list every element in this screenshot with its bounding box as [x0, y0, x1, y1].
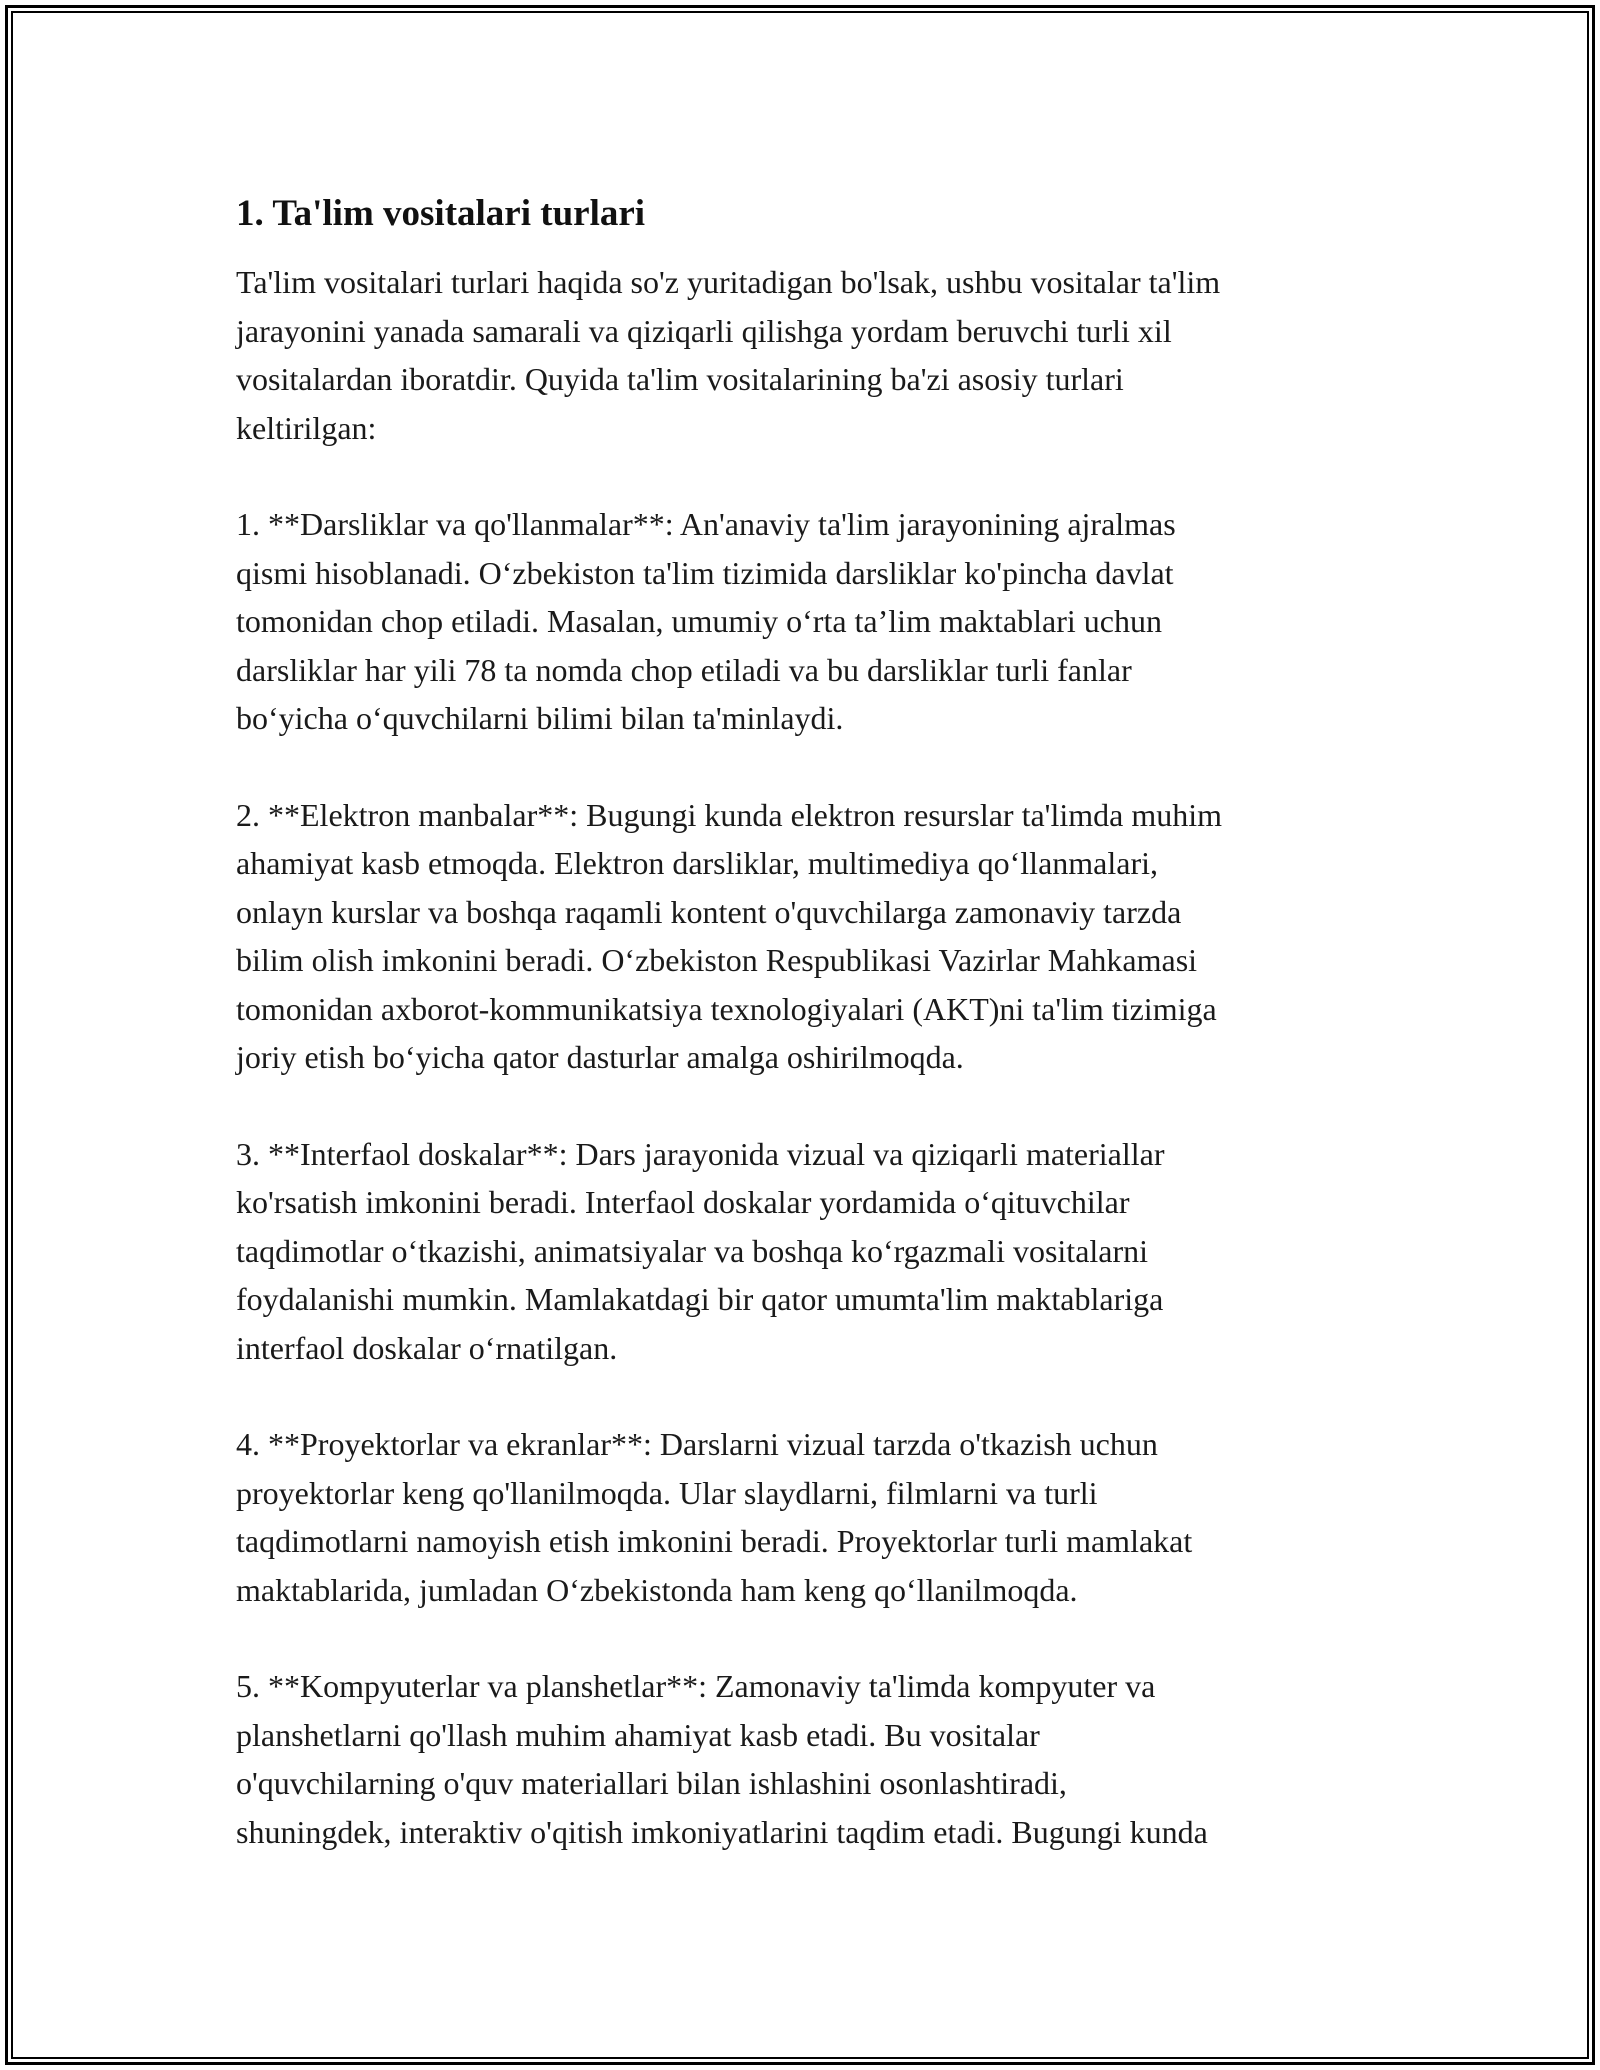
item-kompyuterlar-paragraph: 5. **Kompyuterlar va planshetlar**: Zamonaviy ta'limda kompyuter va planshetlarni qo'llash muhim ahamiyat kasb etadi. Bu vositalar o'quvchilarning o'quv materiallari bilan ishlashini osonlashtiradi, shuningdek, interaktiv o'qitish imkoniyatlarini taqdim etadi. Bugungi kunda [236, 1668, 1208, 1850]
item-interfaol-doskalar-paragraph: 3. **Interfaol doskalar**: Dars jarayonida vizual va qiziqarli materiallar ko'rsatish imkonini beradi. Interfaol doskalar yordamida o‘qituvchilar taqdimotlar o‘tkazishi, animatsiyalar va boshqa ko‘rgazmali vositalarni foydalanishi mumkin. Mamlakatdagi bir qator umumta'lim maktablariga interfaol doskalar o‘rnatilgan. [236, 1135, 1165, 1366]
section-heading: 1. Ta'lim vositalari turlari [236, 193, 646, 234]
item-darsliklar-paragraph: 1. **Darsliklar va qo'llanmalar**: An'anaviy ta'lim jarayonining ajralmas qismi hisoblanadi. O‘zbekiston ta'lim tizimida darsliklar ko'pincha davlat tomonidan chop etiladi. Masalan, umumiy o‘rta ta’lim maktablari uchun darsliklar har yili 78 ta nomda chop etiladi va bu darsliklar turli fanlar bo‘yicha o‘quvchilarni bilimi bilan ta'minlaydi. [236, 506, 1176, 736]
item-elektron-manbalar-paragraph: 2. **Elektron manbalar**: Bugungi kunda elektron resurslar ta'limda muhim ahamiyat kasb etmoqda. Elektron darsliklar, multimediya qo‘llanmalari, onlayn kurslar va boshqa raqamli kontent o'quvchilarga zamonaviy tarzda bilim olish imkonini beradi. O‘zbekiston Respublikasi Vazirlar Mahkamasi tomonidan axborot-kommunikatsiya texnologiyalari (AKT)ni ta'lim tizimiga joriy etish bo‘yicha qator dasturlar amalga oshirilmoqda. [236, 796, 1222, 1075]
intro-paragraph: Ta'lim vositalari turlari haqida so'z yuritadigan bo'lsak, ushbu vositalar ta'lim jarayonini yanada samarali va qiziqarli qilishga yordam beruvchi turli xil vositalardan iboratdir. Quyida ta'lim vositalarining ba'zi asosiy turlari keltirilgan: [236, 264, 1221, 446]
document-body [236, 188, 1376, 1904]
item-proyektorlar-paragraph: 4. **Proyektorlar va ekranlar**: Darslarni vizual tarzda o'tkazish uchun proyektorlar keng qo'llanilmoqda. Ular slaydlarni, filmlarni va turli taqdimotlarni namoyish etish imkonini beradi. Proyektorlar turli mamlakat maktablarida, jumladan O‘zbekistonda ham keng qo‘llanilmoqda. [236, 1426, 1193, 1608]
